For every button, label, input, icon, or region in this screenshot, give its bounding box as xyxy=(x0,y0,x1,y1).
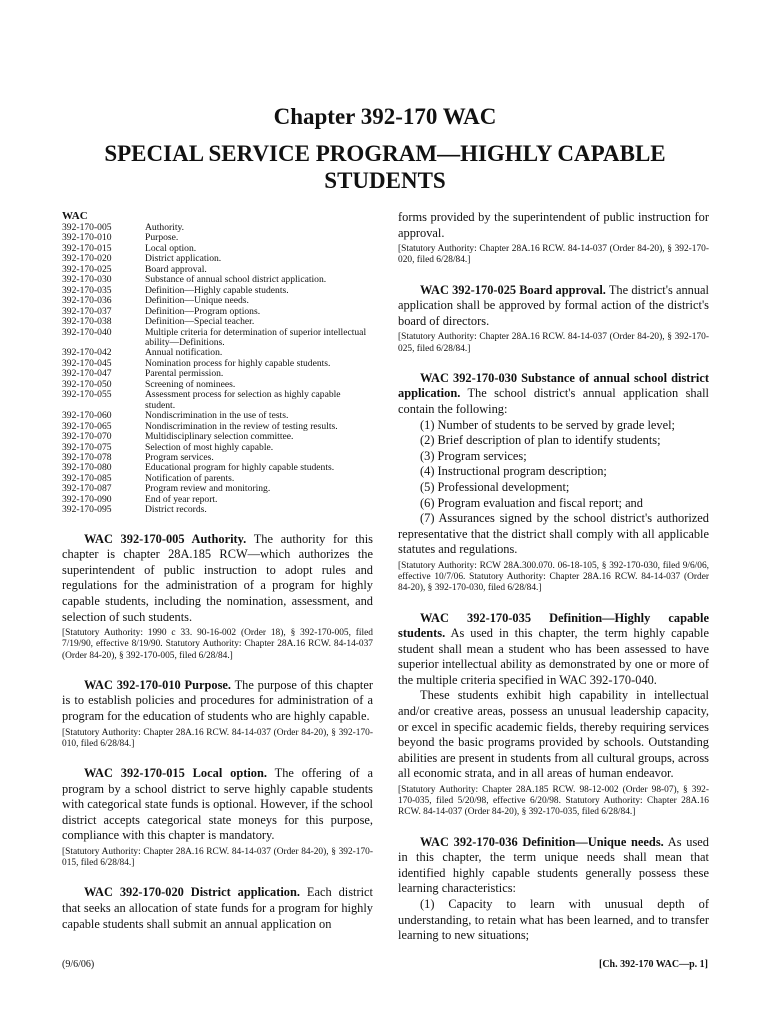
toc-section-title: Definition—Unique needs. xyxy=(145,295,249,307)
right-column xyxy=(398,210,709,944)
section-body: As used in this chapter, the term highly capable student shall mean a student who has been assessed to have superior intellectual ability as demonstrated by one or more of the multiple criteria specified in WAC 392-170-040. xyxy=(398,626,709,687)
toc-section-title: Notification of parents. xyxy=(145,472,235,484)
statutory-authority: [Statutory Authority: 1990 c 33. 90-16-002 (Order 18), § 392-170-005, filed 7/19/90, effective 8/19/90. Statutory Authority: Chapter 28A.16 RCW. 84-14-037 (Order 84-20), § 392-170-005, filed 6/28/84.] xyxy=(62,628,373,661)
toc-section-title: Program review and monitoring. xyxy=(145,483,271,495)
toc-section-title: District records. xyxy=(145,504,207,516)
section-body: The district's annual application shall be approved by formal action of the district's board of directors. xyxy=(398,282,709,328)
left-column xyxy=(62,210,373,932)
list-item: (3) Program services; xyxy=(420,448,527,463)
section-020 xyxy=(62,885,373,932)
toc-section-title: Substance of annual school district application. xyxy=(145,274,327,286)
toc-section-number: 392-170-010 xyxy=(62,232,112,244)
list-item: (2) Brief description of plan to identify students; xyxy=(420,433,661,448)
application-items xyxy=(398,418,709,558)
toc-section-title: Nondiscrimination in the use of tests. xyxy=(145,410,289,422)
statutory-authority: [Statutory Authority: Chapter 28A.16 RCW. 84-14-037 (Order 84-20), § 392-170-025, filed 6/28/84.] xyxy=(398,332,709,354)
statutory-authority: [Statutory Authority: Chapter 28A.16 RCW. 84-14-037 (Order 84-20), § 392-170-015, filed 6/28/84.] xyxy=(62,847,373,869)
toc-section-number: 392-170-065 xyxy=(62,420,112,432)
toc-section-title: End of year report. xyxy=(145,493,218,505)
toc-section-number: 392-170-045 xyxy=(62,357,112,369)
toc-section-title: Parental permission. xyxy=(145,368,224,380)
toc-section-number: 392-170-087 xyxy=(62,483,112,495)
toc-section-title: Assessment process for selection as highly capable student. xyxy=(145,389,341,411)
toc-section-number: 392-170-030 xyxy=(62,274,112,286)
section-heading: WAC 392-170-020 District application. xyxy=(84,885,300,900)
statutory-authority: [Statutory Authority: Chapter 28A.16 RCW. 84-14-037 (Order 84-20), § 392-170-010, filed 6/28/84.] xyxy=(62,727,373,749)
section-body: Each district that seeks an allocation of state funds for a program for highly capable students shall submit an annual application on xyxy=(62,885,373,931)
toc-section-title: Selection of most highly capable. xyxy=(145,441,274,453)
section-body: As used in this chapter, the term unique needs shall mean that identified highly capable students generally possess these learning characteristics: xyxy=(398,834,709,896)
toc-section-number: 392-170-020 xyxy=(62,253,112,265)
toc-section-title: Board approval. xyxy=(145,263,207,275)
table-of-contents xyxy=(62,223,373,516)
toc-section-number: 392-170-080 xyxy=(62,462,112,474)
toc-section-title: Nomination process for highly capable students. xyxy=(145,357,331,369)
toc-section-number: 392-170-042 xyxy=(62,347,112,359)
main-title: SPECIAL SERVICE PROGRAM—HIGHLY CAPABLE STUDENTS xyxy=(104,141,666,193)
section-035 xyxy=(398,611,709,689)
section-heading: WAC 392-170-015 Local option. xyxy=(84,766,267,781)
statutory-authority: [Statutory Authority: RCW 28A.300.070. 06-18-105, § 392-170-030, filed 9/6/06, effective 10/7/06. Statutory Authority: Chapter 28A.16 RCW. 84-14-037 (Order 84-20), § 392-170-030, filed 6/28/84.] xyxy=(398,560,709,594)
section-015 xyxy=(62,766,373,844)
toc-row xyxy=(62,317,373,327)
toc-section-number: 392-170-025 xyxy=(62,263,112,275)
toc-section-number: 392-170-085 xyxy=(62,472,112,484)
section-036-item-1: (1) Capacity to learn with unusual depth of understanding, to retain what has been learned, and to transfer learning to new situations; xyxy=(398,897,709,943)
section-body: The offering of a program by a school district to serve highly capable students with categorical state funds is optional. However, if the school district accepts categorical state moneys for this purpose, compliance with this chapter is mandatory. xyxy=(62,766,374,843)
toc-section-number: 392-170-095 xyxy=(62,504,112,516)
list-item: (7) Assurances signed by the school district's authorized representative that the district shall comply with all applicable statutes and regulations. xyxy=(398,511,709,557)
list-item: (6) Program evaluation and fiscal report; and xyxy=(420,495,643,510)
toc-heading: WAC xyxy=(62,210,88,222)
section-body: The purpose of this chapter is to establish policies and procedures for administration of a program for the education of students who are highly capable. xyxy=(62,677,373,724)
toc-row xyxy=(62,328,373,349)
toc-section-title: Local option. xyxy=(145,242,197,254)
section-035-paragraph-2: These students exhibit high capability in intellectual and/or creative areas, possess an unusual leadership capacity, or excel in specific academic fields, thereby requiring services beyond the basic programs provided by schools. Outstanding abilities are present in students from all cultural groups, across all economic strata, and in all areas of human endeavor. xyxy=(398,688,709,781)
toc-section-number: 392-170-035 xyxy=(62,284,112,296)
section-heading: WAC 392-170-030 Substance of annual school district application. xyxy=(398,370,709,401)
toc-section-number: 392-170-055 xyxy=(62,389,112,401)
toc-section-number: 392-170-036 xyxy=(62,295,112,307)
toc-section-title: Nondiscrimination in the review of testing results. xyxy=(145,420,338,432)
section-heading: WAC 392-170-025 Board approval. xyxy=(420,282,606,297)
chapter-title: Chapter 392-170 WAC xyxy=(273,104,497,129)
section-030 xyxy=(398,371,709,418)
section-body: The authority for this chapter is chapter 28A.185 RCW—which authorizes the superintendent of public instruction to adopt rules and regulations for the administration of a program for highly capable students, including the nomination, assessment, and selection of such students. xyxy=(62,531,374,624)
toc-section-number: 392-170-078 xyxy=(62,451,112,463)
toc-section-title: Screening of nominees. xyxy=(145,378,236,390)
toc-section-number: 392-170-050 xyxy=(62,378,112,390)
toc-section-title: Annual notification. xyxy=(145,347,223,359)
list-item: (4) Instructional program description; xyxy=(420,464,607,479)
toc-section-title: Definition—Special teacher. xyxy=(145,316,255,328)
toc-section-number: 392-170-015 xyxy=(62,242,112,254)
toc-section-title: Definition—Highly capable students. xyxy=(145,284,289,296)
toc-section-title: Educational program for highly capable students. xyxy=(145,462,335,474)
toc-section-title: Program services. xyxy=(145,451,214,463)
toc-section-title: District application. xyxy=(145,253,222,265)
toc-section-number: 392-170-090 xyxy=(62,493,112,505)
toc-section-title: Definition—Program options. xyxy=(145,305,261,317)
section-body: The school district's annual application shall contain the following: xyxy=(398,386,709,416)
section-036 xyxy=(398,835,709,897)
toc-section-number: 392-170-060 xyxy=(62,410,112,422)
toc-section-number: 392-170-038 xyxy=(62,316,112,328)
toc-section-number: 392-170-047 xyxy=(62,368,112,380)
toc-section-number: 392-170-070 xyxy=(62,431,112,443)
section-025 xyxy=(398,283,709,330)
section-heading: WAC 392-170-035 Definition—Highly capable students. xyxy=(398,610,709,641)
section-heading: WAC 392-170-010 Purpose. xyxy=(84,677,231,692)
statutory-authority: [Statutory Authority: Chapter 28A.185 RCW. 98-12-002 (Order 98-07), § 392-170-035, filed 5/20/98, effective 6/20/98. Statutory Authority: Chapter 28A.16 RCW. 84-14-037 (Order 84-20), § 392-170-035, filed 6/28/84.] xyxy=(398,785,709,818)
section-heading: WAC 392-170-005 Authority. xyxy=(84,531,247,546)
section-020-continued: forms provided by the superintendent of public instruction for approval. xyxy=(398,210,709,240)
section-005 xyxy=(62,532,373,626)
list-item: (5) Professional development; xyxy=(420,479,570,494)
toc-row xyxy=(62,432,373,442)
statutory-authority: [Statutory Authority: Chapter 28A.16 RCW. 84-14-037 (Order 84-20), § 392-170-020, filed 6/28/84.] xyxy=(398,244,709,266)
toc-section-title: Multiple criteria for determination of superior intellectual ability—Definitions. xyxy=(145,326,367,348)
toc-row xyxy=(62,390,373,411)
toc-section-number: 392-170-005 xyxy=(62,222,112,233)
toc-section-title: Multidisciplinary selection committee. xyxy=(145,431,294,443)
list-item: (1) Number of students to be served by grade level; xyxy=(420,417,675,432)
section-heading: WAC 392-170-036 Definition—Unique needs. xyxy=(420,834,664,849)
toc-row xyxy=(62,505,373,515)
toc-section-number: 392-170-037 xyxy=(62,305,112,317)
toc-section-number: 392-170-075 xyxy=(62,441,112,453)
toc-section-title: Authority. xyxy=(145,222,185,233)
section-010 xyxy=(62,678,373,725)
toc-section-title: Purpose. xyxy=(145,232,179,244)
toc-section-number: 392-170-040 xyxy=(62,326,112,338)
footer-page-ref: [Ch. 392-170 WAC—p. 1] xyxy=(599,959,708,970)
footer-date: (9/6/06) xyxy=(62,959,95,970)
